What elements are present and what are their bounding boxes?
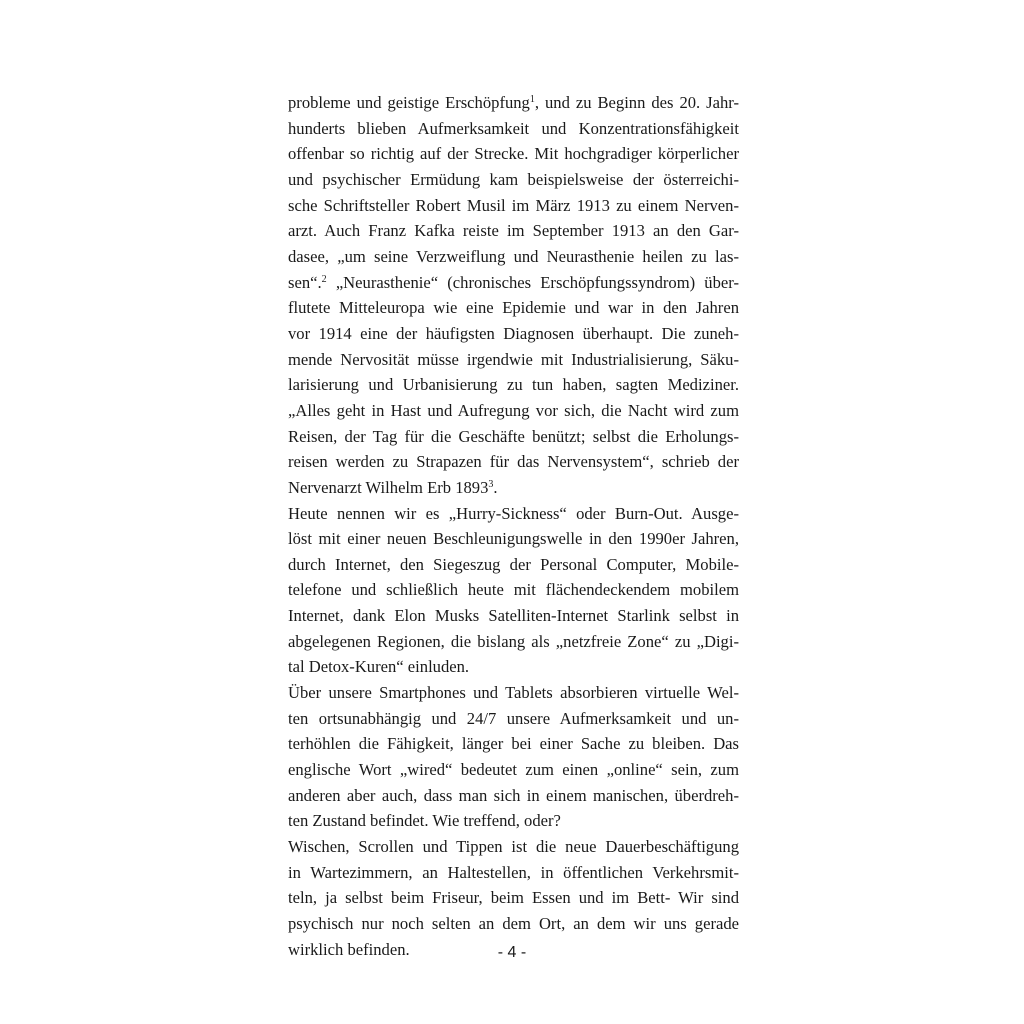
text-segment: mende Nervosität müsse irgendwie mit Industrialisierung, Säku-: [288, 349, 739, 369]
text-line: [288, 629, 739, 655]
text-segment: , und zu Beginn des 20. Jahr-: [534, 93, 739, 112]
text-segment: sche Schriftsteller Robert Musil im März 1913 zu einem Nerven-: [288, 195, 739, 215]
text-line: [288, 424, 739, 450]
page-number: - 4 -: [497, 944, 527, 961]
text-line: [288, 116, 739, 142]
text-line: [288, 167, 739, 193]
paragraph: [288, 90, 739, 501]
text-line: [288, 449, 739, 475]
text-segment: in Wartezimmern, an Haltestellen, in öffentlichen Verkehrsmit-: [288, 862, 739, 882]
text-segment: Über unsere Smartphones und Tablets absorbieren virtuelle Wel-: [288, 683, 739, 703]
text-line: [288, 834, 739, 860]
text-line: [288, 860, 739, 886]
text-segment: tal Detox-Kuren“ einluden.: [288, 657, 470, 677]
body-text: [288, 90, 739, 962]
text-segment: dasee, „um seine Verzweiflung und Neurasthenie heilen zu las-: [288, 246, 739, 266]
text-line: [288, 654, 739, 680]
text-segment: vor 1914 eine der häufigsten Diagnosen überhaupt. Die zuneh-: [288, 323, 739, 343]
text-line: [288, 526, 739, 552]
text-line: [288, 577, 739, 603]
text-segment: larisierung und Urbanisierung zu tun haben, sagten Mediziner.: [288, 375, 739, 395]
text-segment: offenbar so richtig auf der Strecke. Mit hochgradiger körperlicher: [288, 144, 739, 164]
paragraph: [288, 680, 739, 834]
text-line: [288, 321, 739, 347]
text-line: [288, 911, 739, 937]
text-line: [288, 244, 739, 270]
text-line: [288, 90, 739, 116]
text-line: [288, 808, 739, 834]
text-line: [288, 141, 739, 167]
text-line: [288, 295, 739, 321]
text-line: [288, 347, 739, 373]
text-line: [288, 501, 739, 527]
text-segment: probleme und geistige Erschöpfung: [288, 93, 530, 112]
text-segment: telefone und schließlich heute mit flächendeckendem mobilem: [288, 580, 739, 600]
text-line: [288, 885, 739, 911]
footnote-marker: 1: [529, 94, 535, 105]
text-line: [288, 193, 739, 219]
text-segment: psychisch nur noch selten an dem Ort, an dem wir uns gerade: [288, 914, 739, 933]
text-line: [288, 372, 739, 398]
paragraph: [288, 501, 739, 681]
text-segment: Internet, dank Elon Musks Satelliten-Internet Starlink selbst in: [288, 606, 739, 626]
text-segment: flutete Mitteleuropa wie eine Epidemie und war in den Jahren: [288, 298, 739, 318]
text-segment: .: [493, 477, 498, 497]
footnote-marker: 3: [488, 478, 494, 490]
text-segment: Heute nennen wir es „Hurry-Sickness“ oder Burn-Out. Ausge-: [288, 503, 739, 523]
text-segment: Nervenarzt Wilhelm Erb 1893: [288, 477, 489, 497]
text-segment: wirklich befinden.: [288, 939, 410, 959]
text-segment: sen“.: [288, 272, 322, 292]
text-line: [288, 783, 739, 809]
text-segment: arzt. Auch Franz Kafka reiste im September 1913 an den Gar-: [288, 221, 739, 241]
text-line: [288, 731, 739, 757]
text-segment: abgelegenen Regionen, die bislang als „netzfreie Zone“ zu „Digi-: [288, 631, 739, 651]
text-segment: reisen werden zu Strapazen für das Nervensystem“, schrieb der: [288, 452, 739, 472]
text-segment: Wischen, Scrollen und Tippen ist die neue Dauerbeschäftigung: [288, 837, 739, 857]
text-segment: ten ortsunabhängig und 24/7 unsere Aufmerksamkeit und un-: [288, 708, 739, 728]
text-line: [288, 680, 739, 706]
text-segment: „Alles geht in Hast und Aufregung vor sich, die Nacht wird zum: [288, 400, 739, 420]
text-segment: anderen aber auch, dass man sich in einem manischen, überdreh-: [288, 785, 739, 805]
text-segment: englische Wort „wired“ bedeutet zum einen „online“ sein, zum: [288, 760, 739, 780]
footnote-marker: 2: [321, 273, 327, 285]
text-segment: ten Zustand befindet. Wie treffend, oder?: [288, 811, 561, 831]
text-line: [288, 552, 739, 578]
text-segment: teln, ja selbst beim Friseur, beim Essen und im Bett- Wir sind: [288, 888, 739, 908]
text-segment: Reisen, der Tag für die Geschäfte benützt; selbst die Erholungs-: [288, 426, 739, 446]
text-segment: „Neurasthenie“ (chronisches Erschöpfungssyndrom) über-: [326, 272, 739, 292]
text-line: [288, 218, 739, 244]
text-line: [288, 757, 739, 783]
text-line: [288, 603, 739, 629]
text-line: [288, 270, 739, 296]
text-segment: und psychischer Ermüdung kam beispielsweise der österreichi-: [288, 169, 739, 189]
text-segment: durch Internet, den Siegeszug der Personal Computer, Mobile-: [288, 554, 739, 574]
text-segment: hunderts blieben Aufmerksamkeit und Konzentrationsfähigkeit: [288, 118, 739, 138]
text-line: [288, 475, 739, 501]
text-segment: löst mit einer neuen Beschleunigungswelle in den 1990er Jahren,: [288, 529, 739, 549]
text-line: [288, 398, 739, 424]
text-line: [288, 706, 739, 732]
text-segment: terhöhlen die Fähigkeit, länger bei einer Sache zu bleiben. Das: [288, 734, 739, 754]
